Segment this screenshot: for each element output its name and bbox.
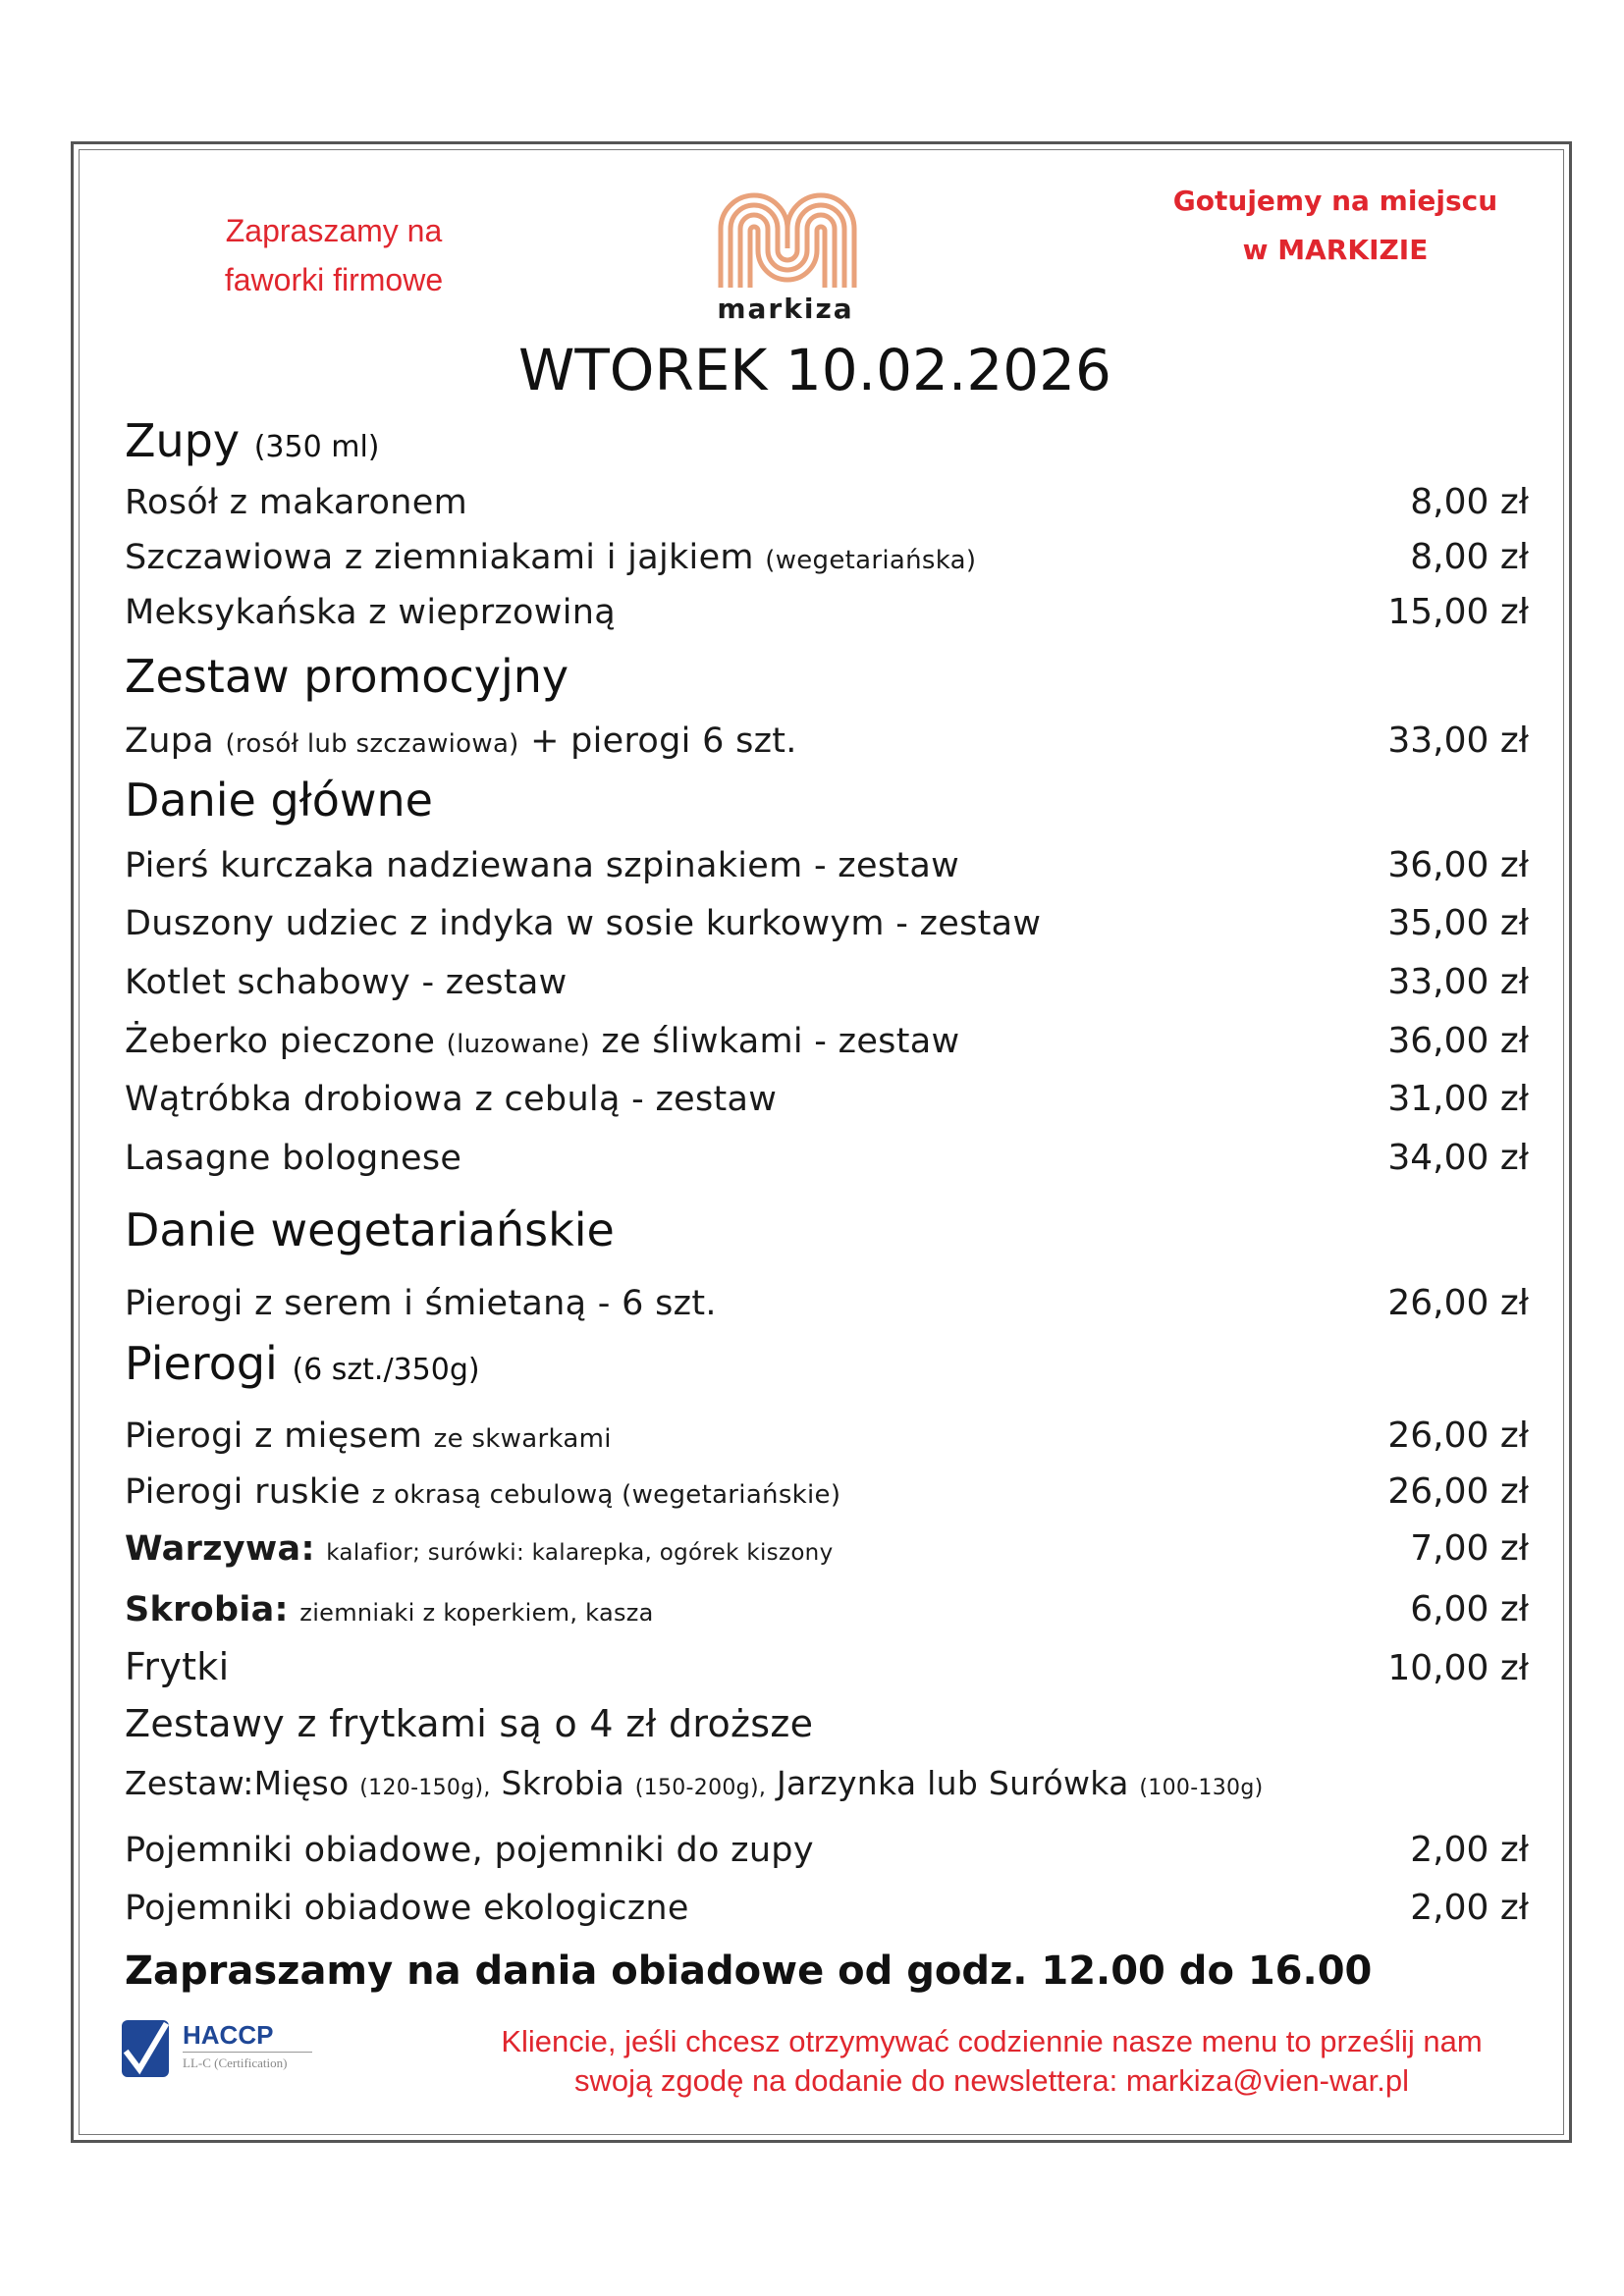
- section-title: Zestaw promocyjny: [125, 650, 569, 703]
- item-suffix: + pierogi 6 szt.: [530, 721, 797, 761]
- checkmark-badge-icon: [122, 2020, 169, 2077]
- item-name: Lasagne bolognese: [125, 1139, 462, 1178]
- item-name: Pierogi z mięsem: [125, 1416, 423, 1456]
- menu-item: [125, 1012, 1529, 1061]
- item-suffix: ze śliwkami - zestaw: [601, 1022, 960, 1061]
- newsletter-note: [432, 2022, 1551, 2101]
- item-name: Rosół z makaronem: [125, 483, 467, 522]
- section-note: (350 ml): [253, 430, 380, 464]
- item-note: (wegetariańska): [765, 546, 977, 575]
- newsletter-line-2: swoją zgodę na dodanie do newslettera: markiza@vien-war.pl: [574, 2063, 1409, 2098]
- item-name: Wątróbka drobiowa z cebulą - zestaw: [125, 1080, 778, 1119]
- item-price: 2,00 zł: [1410, 1830, 1529, 1870]
- item-note: (rosół lub szczawiowa): [225, 729, 519, 759]
- menu-item: [125, 473, 1529, 522]
- item-price: 8,00 zł: [1410, 482, 1529, 522]
- item-name: Kotlet schabowy - zestaw: [125, 963, 568, 1002]
- menu-item: [125, 1520, 1529, 1569]
- set-prefix: Zestaw:: [125, 1764, 254, 1802]
- section-header-vegetarian: [125, 1203, 615, 1256]
- set-veg-weight: (100-130g): [1139, 1776, 1264, 1800]
- menu-date-title: WTOREK 10.02.2026: [518, 337, 1111, 403]
- item-note: ze skwarkami: [433, 1424, 612, 1454]
- section-title: Danie główne: [125, 774, 433, 827]
- item-price: 6,00 zł: [1410, 1589, 1529, 1629]
- item-name: Meksykańska z wieprzowiną: [125, 593, 616, 632]
- set-starch: Skrobia: [501, 1764, 624, 1802]
- section-header-soups: [125, 414, 379, 467]
- item-price: 35,00 zł: [1387, 903, 1529, 943]
- item-price: 15,00 zł: [1387, 592, 1529, 632]
- item-name: Duszony udziec z indyka w sosie kurkowym - zestaw: [125, 904, 1042, 943]
- item-name: Pojemniki obiadowe ekologiczne: [125, 1889, 689, 1928]
- logo-wordmark: markiza: [717, 293, 854, 325]
- menu-item: [125, 1580, 1529, 1629]
- promo-left-line-2: faworki firmowe: [224, 262, 444, 297]
- item-price: 31,00 zł: [1387, 1079, 1529, 1119]
- item-price: 26,00 zł: [1387, 1471, 1529, 1512]
- item-name: Pojemniki obiadowe, pojemniki do zupy: [125, 1831, 814, 1870]
- section-title: Danie wegetariańskie: [125, 1203, 615, 1256]
- set-meat-weight: (120-150g),: [359, 1776, 491, 1800]
- promo-left-text: [196, 206, 471, 304]
- item-price: 7,00 zł: [1410, 1528, 1529, 1569]
- section-header-pierogi: [125, 1337, 480, 1390]
- item-name: Pierogi z serem i śmietaną - 6 szt.: [125, 1284, 717, 1323]
- promo-right-line-2: w MARKIZIE: [1242, 234, 1429, 266]
- menu-item: [125, 836, 1529, 885]
- section-header-mains: [125, 774, 433, 827]
- section-title: Pierogi: [125, 1337, 278, 1390]
- menu-item: [125, 1274, 1529, 1323]
- item-price: 26,00 zł: [1387, 1283, 1529, 1323]
- menu-item: [125, 1070, 1529, 1119]
- set-info-row: [125, 1753, 1529, 1802]
- item-price: 33,00 zł: [1387, 721, 1529, 761]
- item-price: 36,00 zł: [1387, 1021, 1529, 1061]
- markiza-m-logo-icon: [715, 189, 860, 288]
- menu-item: [125, 528, 1529, 577]
- promo-right-line-1: Gotujemy na miejscu: [1172, 185, 1498, 217]
- item-price: 26,00 zł: [1387, 1415, 1529, 1456]
- item-name: Pierś kurczaka nadziewana szpinakiem - zestaw: [125, 846, 960, 885]
- item-price: 34,00 zł: [1387, 1138, 1529, 1178]
- item-name: Żeberko pieczone: [125, 1022, 436, 1061]
- set-meat: Mięso: [253, 1764, 350, 1802]
- haccp-title: HACCP: [183, 2020, 274, 2050]
- section-title: Zupy: [125, 414, 241, 467]
- menu-item: [125, 1129, 1529, 1178]
- promo-left-line-1: Zapraszamy na: [225, 213, 443, 248]
- item-price: 33,00 zł: [1387, 962, 1529, 1002]
- item-name: Frytki: [125, 1645, 230, 1688]
- menu-item: [125, 1639, 1529, 1688]
- fries-note: Zestawy z frytkami są o 4 zł droższe: [125, 1702, 814, 1745]
- menu-item: [125, 953, 1529, 1002]
- fries-note-row: [125, 1696, 1529, 1745]
- menu-item: [125, 1821, 1529, 1870]
- item-note: (luzowane): [446, 1030, 590, 1059]
- item-name: Pierogi ruskie: [125, 1472, 361, 1512]
- haccp-badge: [122, 2020, 318, 2079]
- set-starch-weight: (150-200g),: [634, 1776, 767, 1800]
- haccp-divider: [183, 2052, 312, 2053]
- menu-item: [125, 712, 1529, 761]
- item-note: z okrasą cebulową (wegetariańskie): [371, 1480, 841, 1510]
- item-price: 10,00 zł: [1387, 1648, 1529, 1688]
- menu-item: [125, 1407, 1529, 1456]
- item-label: Warzywa:: [125, 1529, 315, 1569]
- menu-item: [125, 1879, 1529, 1928]
- item-name: Zupa: [125, 721, 215, 761]
- haccp-subtitle: LL-C (Certification): [183, 2056, 288, 2070]
- item-price: 2,00 zł: [1410, 1888, 1529, 1928]
- set-veg: Jarzynka lub Surówka: [776, 1764, 1129, 1802]
- opening-hours-note: Zapraszamy na dania obiadowe od godz. 12.00 do 16.00: [125, 1949, 1373, 1994]
- menu-item: [125, 1463, 1529, 1512]
- section-header-promo: [125, 650, 568, 703]
- newsletter-line-1: Kliencie, jeśli chcesz otrzymywać codziennie nasze menu to prześlij nam: [501, 2024, 1483, 2058]
- menu-item: [125, 583, 1529, 632]
- item-price: 36,00 zł: [1387, 845, 1529, 885]
- item-note: kalafior; surówki: kalarepka, ogórek kiszony: [326, 1540, 834, 1566]
- section-note: (6 szt./350g): [292, 1353, 480, 1387]
- promo-right-text: [1149, 177, 1522, 275]
- item-price: 8,00 zł: [1410, 537, 1529, 577]
- menu-item: [125, 894, 1529, 943]
- item-note: ziemniaki z koperkiem, kasza: [299, 1599, 654, 1627]
- item-name: Szczawiowa z ziemniakami i jajkiem: [125, 538, 754, 577]
- item-label: Skrobia:: [125, 1590, 289, 1629]
